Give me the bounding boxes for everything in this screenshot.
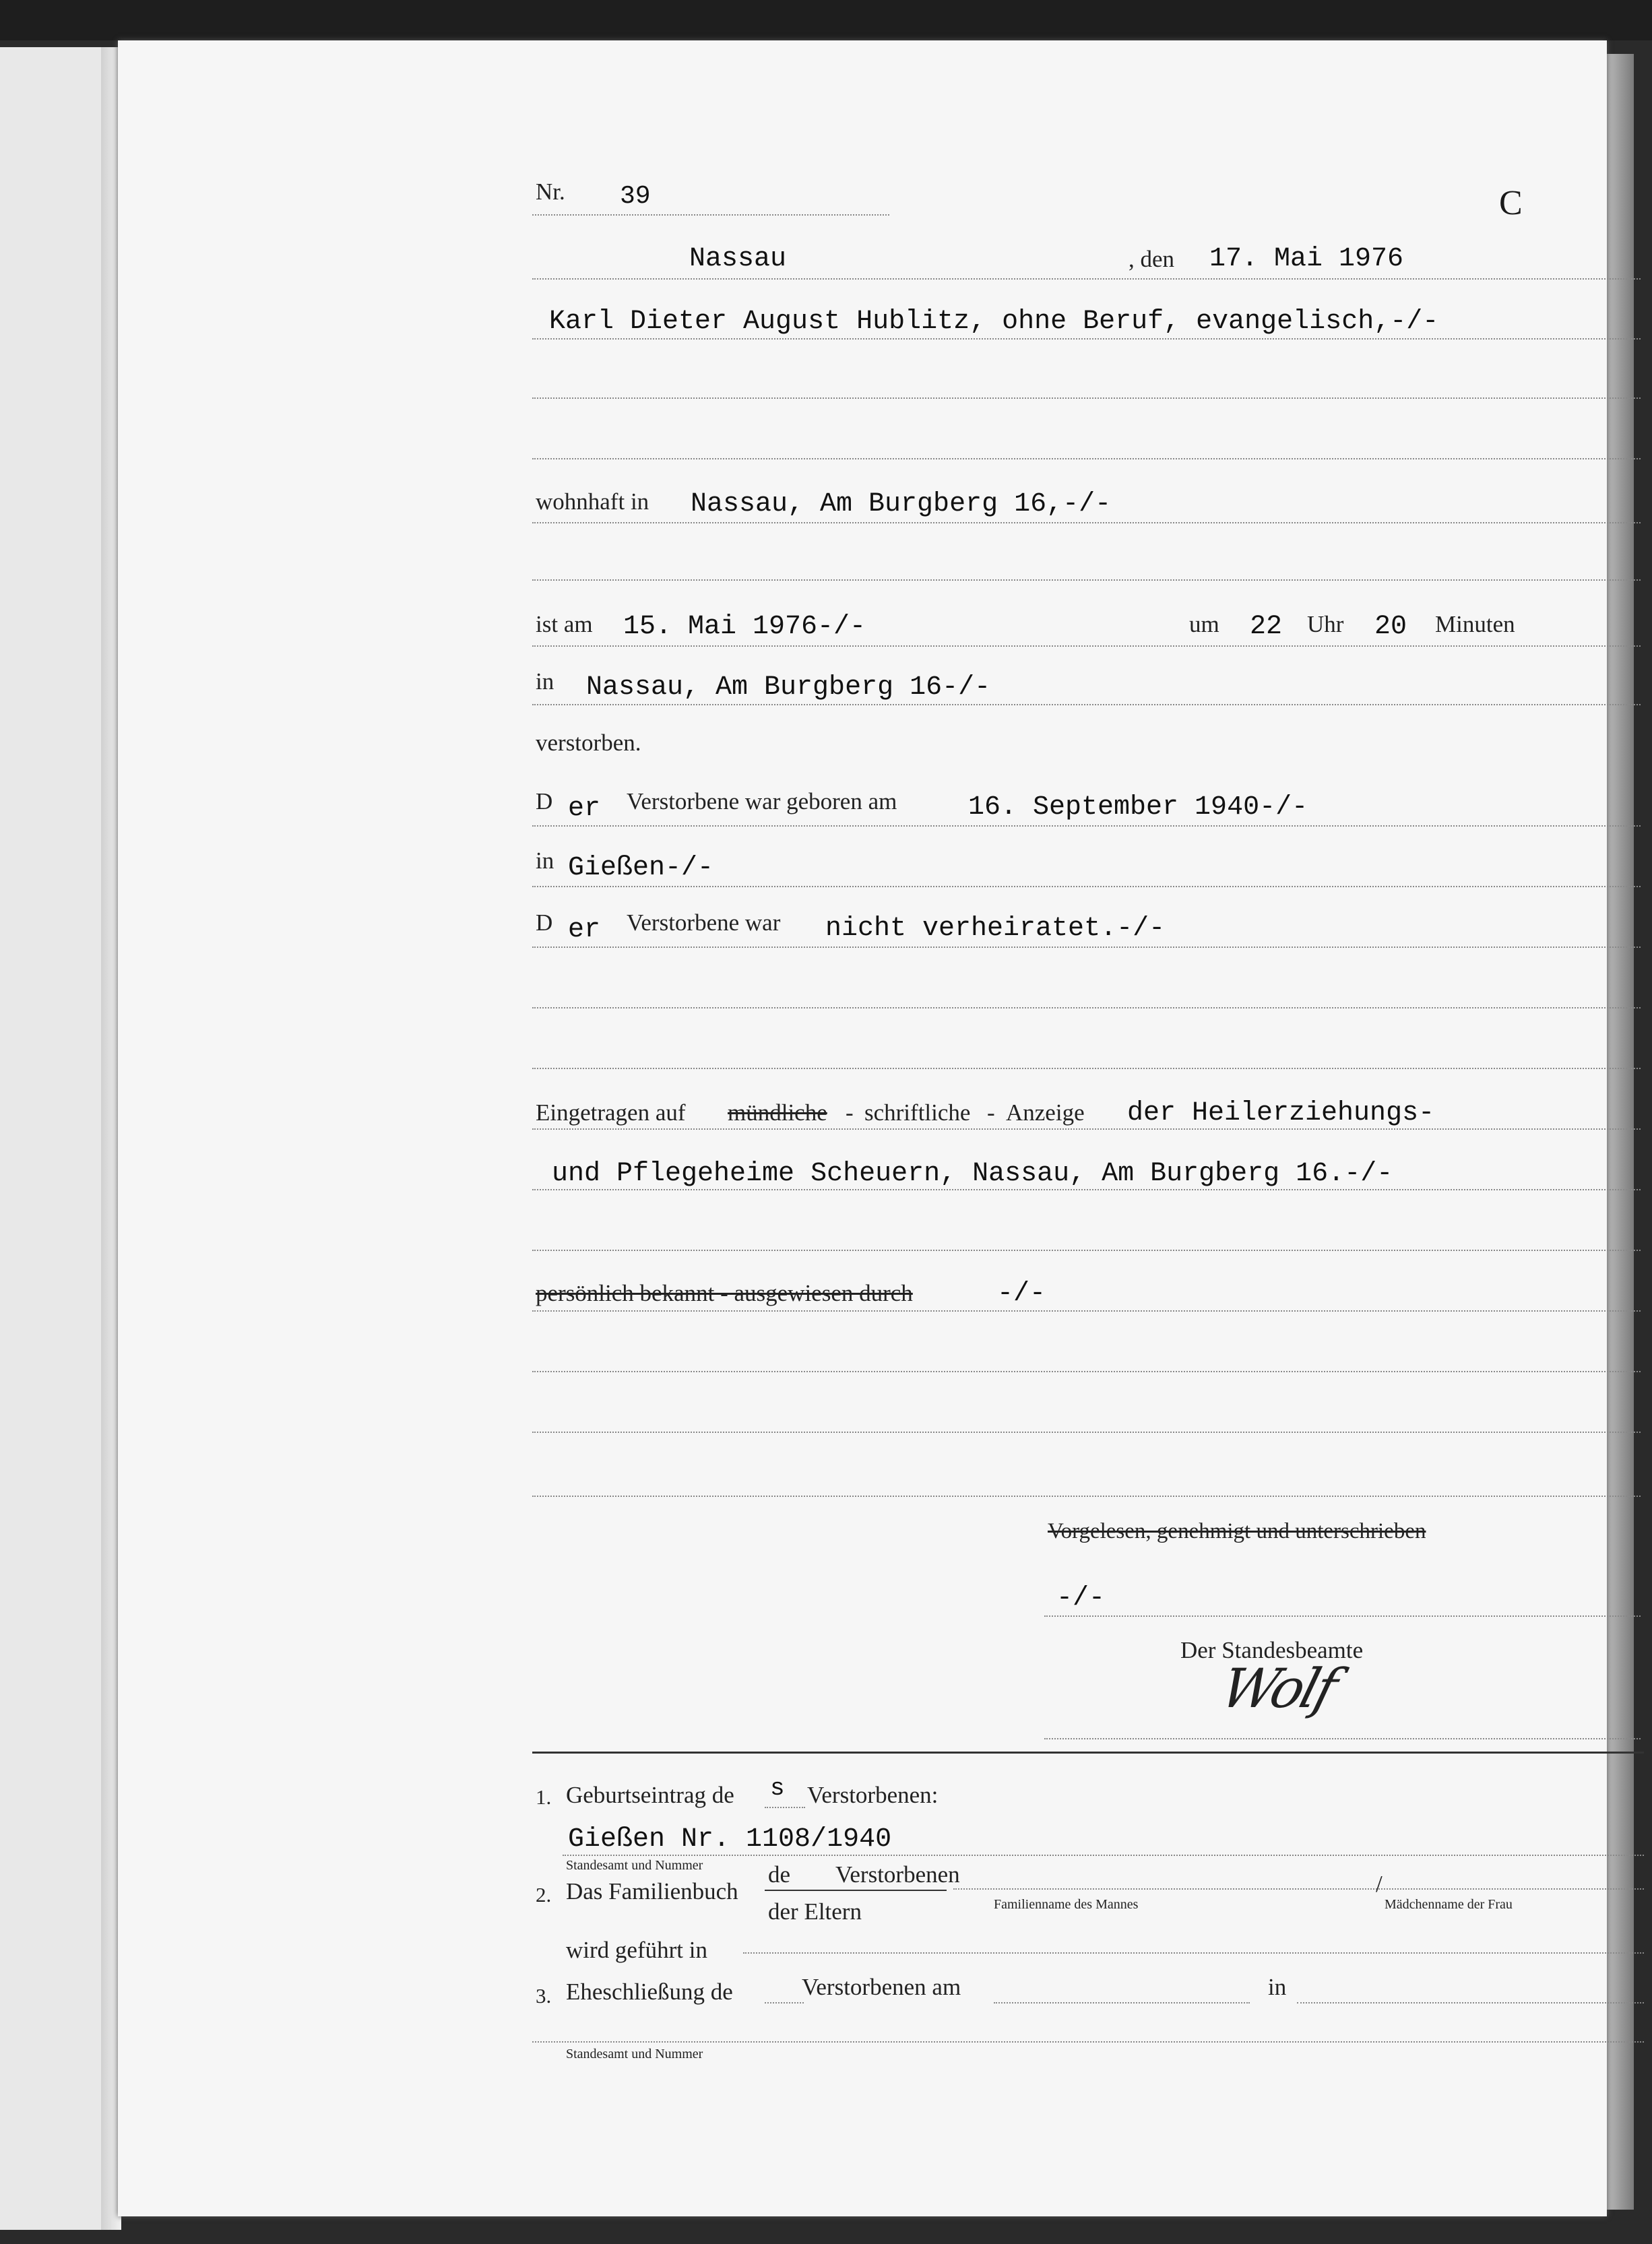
- identity-value: -/-: [997, 1279, 1046, 1309]
- birth-er-fill: er: [568, 794, 601, 824]
- residence-label: wohnhaft in: [536, 488, 649, 515]
- nr-label: Nr.: [536, 179, 565, 205]
- footer-n3: 3.: [536, 1984, 552, 2008]
- entry-dash-2: -: [987, 1099, 995, 1126]
- left-page: [0, 47, 115, 2230]
- familienbuch-eltern: der Eltern: [768, 1898, 862, 1925]
- registration-date: 17. Mai 1976: [1209, 244, 1404, 274]
- den-label: , den: [1129, 246, 1175, 272]
- uhr-label: Uhr: [1307, 611, 1344, 637]
- um-label: um: [1189, 611, 1219, 637]
- marital-status: nicht verheiratet.-/-: [825, 913, 1166, 944]
- ehe-label: Eheschließung de: [566, 1979, 733, 2005]
- marital-label: Verstorbene war: [627, 909, 781, 936]
- identity-struck: persönlich bekannt - ausgewiesen durch: [536, 1280, 913, 1306]
- residence-value: Nassau, Am Burgberg 16,-/-: [691, 489, 1112, 519]
- familienname-caption: Familienname des Mannes: [994, 1897, 1139, 1912]
- birth-entry-label: Geburtseintrag de: [566, 1782, 734, 1808]
- wird-gefuehrt-label: wird geführt in: [566, 1937, 707, 1963]
- birth-entry-s-fill: s: [770, 1774, 785, 1802]
- verstorben-label: verstorben.: [536, 730, 641, 756]
- death-date-value: 15. Mai 1976-/-: [623, 612, 866, 642]
- birth-in-label: in: [536, 847, 554, 874]
- marital-d-prefix: D: [536, 909, 553, 936]
- marital-er-fill: er: [568, 915, 601, 945]
- familienbuch-verst: Verstorbenen: [835, 1861, 960, 1888]
- name-slash: /: [1376, 1871, 1383, 1897]
- footer-n2: 2.: [536, 1883, 552, 1906]
- standesamt-caption-1: Standesamt und Nummer: [566, 1858, 703, 1873]
- ehe-in: in: [1268, 1974, 1287, 2000]
- nr-value: 39: [620, 182, 651, 211]
- birth-entry-verst: Verstorbenen:: [807, 1782, 939, 1808]
- birth-date: 16. September 1940-/-: [968, 792, 1308, 823]
- page-edge: [1607, 54, 1634, 2210]
- footer-n1: 1.: [536, 1785, 552, 1809]
- entry-label-start: Eingetragen auf: [536, 1099, 686, 1126]
- deceased-name-line: Karl Dieter August Hublitz, ohne Beruf, evangelisch,-/-: [549, 307, 1439, 337]
- entry-value-line1: der Heilerziehungs-: [1127, 1098, 1435, 1128]
- ehe-verst: Verstorbenen am: [802, 1974, 961, 2000]
- entry-label-schriftliche: schriftliche: [864, 1099, 971, 1126]
- standesamt-caption-3: Standesamt und Nummer: [566, 2047, 703, 2061]
- place-of-registration: Nassau: [689, 244, 787, 274]
- death-place: Nassau, Am Burgberg 16-/-: [586, 672, 991, 703]
- entry-dash-1: -: [846, 1099, 854, 1126]
- signoff-struck: Vorgelesen, genehmigt und unterschrieben: [1048, 1519, 1426, 1543]
- maedchenname-caption: Mädchenname der Frau: [1385, 1897, 1513, 1912]
- minuten-label: Minuten: [1435, 611, 1515, 637]
- scan-top-border: [0, 0, 1652, 40]
- birth-d-prefix: D: [536, 788, 553, 814]
- official-title: Der Standesbeamte: [1180, 1637, 1364, 1663]
- death-hour: 22: [1250, 612, 1283, 642]
- birth-entry-value: Gießen Nr. 1108/1940: [568, 1824, 892, 1855]
- entry-struck-muendliche: mündliche: [728, 1099, 827, 1126]
- death-register-page: [118, 40, 1607, 2216]
- death-minutes: 20: [1374, 612, 1407, 642]
- signoff-value: -/-: [1056, 1583, 1106, 1613]
- corner-letter: C: [1499, 184, 1523, 222]
- birth-label: Verstorbene war geboren am: [627, 788, 897, 814]
- death-date-label: ist am: [536, 611, 593, 637]
- official-signature: Wolf: [1214, 1657, 1342, 1720]
- entry-label-anzeige: Anzeige: [1006, 1099, 1085, 1126]
- familienbuch-de: de: [768, 1861, 791, 1888]
- death-in-label: in: [536, 668, 554, 695]
- entry-value-line2: und Pflegeheime Scheuern, Nassau, Am Burgberg 16.-/-: [552, 1159, 1393, 1189]
- familienbuch-label: Das Familienbuch: [566, 1878, 738, 1904]
- birth-place: Gießen-/-: [568, 853, 714, 883]
